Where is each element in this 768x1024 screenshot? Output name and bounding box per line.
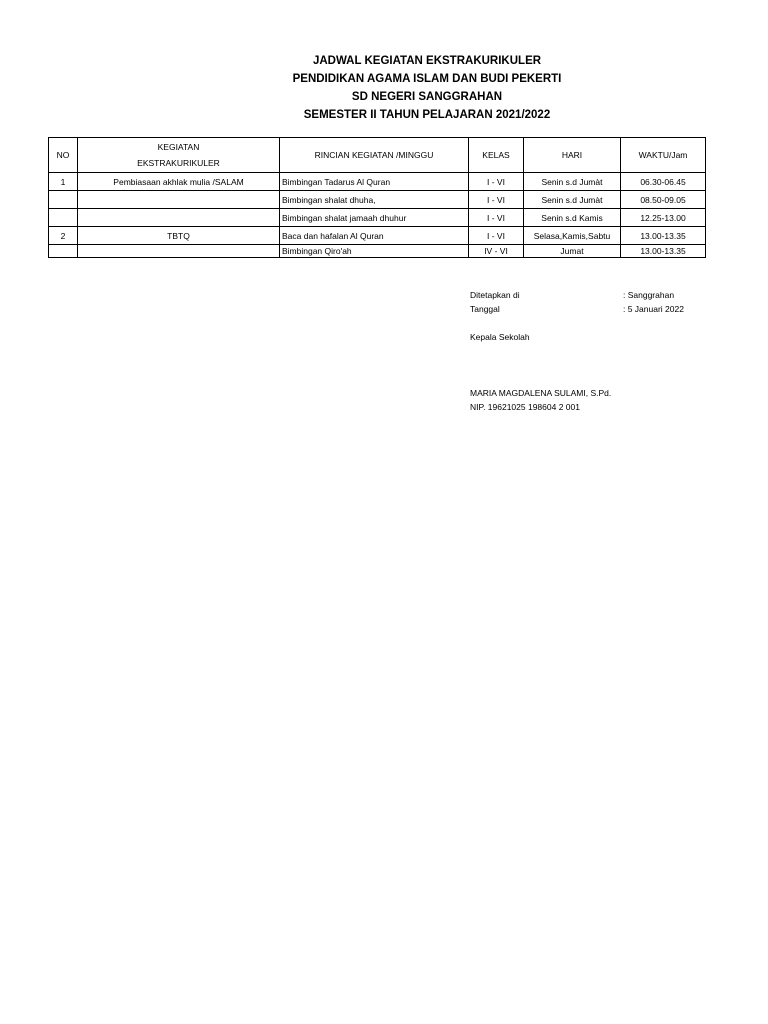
header-kelas: KELAS: [469, 138, 524, 173]
header-kegiatan: [78, 138, 280, 173]
cell-kelas: I - VI: [469, 227, 524, 245]
table-row: [49, 227, 706, 245]
cell-kegiatan: [78, 191, 280, 209]
table-row: [49, 245, 706, 258]
kepala-sekolah-label: Kepala Sekolah: [470, 332, 530, 342]
cell-kelas: IV - VI: [469, 245, 524, 258]
table-header-row: [49, 138, 706, 173]
tanggal-row: [470, 302, 710, 316]
ditetapkan-label: Ditetapkan di: [470, 290, 520, 300]
cell-hari: Senin s.d Jumàt: [524, 173, 621, 191]
cell-rincian: Bimbingan shalat dhuha,: [280, 191, 469, 209]
schedule-table: [48, 137, 706, 258]
signer-nip: NIP. 19621025 198604 2 001: [470, 402, 580, 412]
cell-kelas: I - VI: [469, 209, 524, 227]
cell-waktu: 13.00-13.35: [621, 227, 706, 245]
kepala-sekolah-row: [470, 330, 710, 344]
signer-name: MARIA MAGDALENA SULAMI, S.Pd.: [470, 388, 612, 398]
cell-kegiatan: Pembiasaan akhlak mulia /SALAM: [78, 173, 280, 191]
header-kegiatan-line2: EKSTRAKURIKULER: [137, 158, 220, 168]
cell-hari: Senin s.d Kamis: [524, 209, 621, 227]
cell-kelas: I - VI: [469, 173, 524, 191]
cell-hari: Selasa,Kamis,Sabtu: [524, 227, 621, 245]
tanggal-value: : 5 Januari 2022: [623, 304, 684, 314]
cell-kelas: I - VI: [469, 191, 524, 209]
signer-name-row: [470, 386, 710, 400]
cell-waktu: 12.25-13.00: [621, 209, 706, 227]
table-row: [49, 191, 706, 209]
cell-rincian: Bimbingan shalat jamaah dhuhur: [280, 209, 469, 227]
ditetapkan-row: [470, 288, 710, 302]
cell-kegiatan: TBTQ: [78, 227, 280, 245]
cell-waktu: 13.00-13.35: [621, 245, 706, 258]
header-waktu: WAKTU/Jam: [621, 138, 706, 173]
tanggal-label: Tanggal: [470, 304, 500, 314]
title-line-4: SEMESTER II TAHUN PELAJARAN 2021/2022: [303, 109, 551, 121]
signature-block: [470, 288, 710, 414]
cell-waktu: 08.50-09.05: [621, 191, 706, 209]
cell-no: [49, 209, 78, 227]
table-row: [49, 209, 706, 227]
table-row: [49, 173, 706, 191]
header-rincian: RINCIAN KEGIATAN /MINGGU: [280, 138, 469, 173]
cell-no: 2: [49, 227, 78, 245]
cell-hari: Jumat: [524, 245, 621, 258]
cell-hari: Senin s.d Jumàt: [524, 191, 621, 209]
cell-kegiatan: [78, 245, 280, 258]
header-no: NO: [49, 138, 78, 173]
cell-no: 1: [49, 173, 78, 191]
document-title: [0, 52, 768, 124]
title-line-1: JADWAL KEGIATAN EKSTRAKURIKULER: [312, 55, 542, 67]
cell-rincian: Baca dan hafalan Al Quran: [280, 227, 469, 245]
header-hari: HARI: [524, 138, 621, 173]
cell-no: [49, 245, 78, 258]
cell-rincian: Bimbingan Qiro'ah: [280, 245, 469, 258]
signer-nip-row: [470, 400, 710, 414]
title-line-2: PENDIDIKAN AGAMA ISLAM DAN BUDI PEKERTI: [292, 73, 562, 85]
title-line-3: SD NEGERI SANGGRAHAN: [351, 91, 503, 103]
cell-waktu: 06.30-06.45: [621, 173, 706, 191]
cell-no: [49, 191, 78, 209]
cell-kegiatan: [78, 209, 280, 227]
cell-rincian: Bimbingan Tadarus Al Quran: [280, 173, 469, 191]
header-kegiatan-line1: KEGIATAN: [157, 142, 200, 152]
ditetapkan-value: : Sanggrahan: [623, 290, 675, 300]
